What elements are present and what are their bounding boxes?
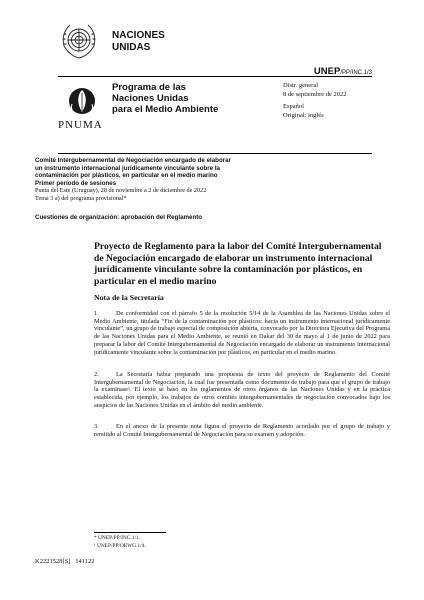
distribution-type: Distr. general [283,82,319,89]
paragraph-number: 1. [94,310,99,317]
document-symbol-main: UNEP [313,66,341,77]
un-emblem-icon [58,20,100,62]
footnote-separator [94,532,166,533]
paragraph-3 [94,423,390,438]
paragraph-number: 3. [94,423,99,430]
distribution-block [283,82,347,120]
document-symbol-rest: /PP/INC.1/3 [340,70,372,76]
footnote-2: ¹ UNEP/PP/OEWG.1/4. [94,543,146,549]
un-name [112,30,165,54]
program-name-line1: Programa de las [112,82,186,93]
committee-line1: Comité Intergubernamental de Negociación encargado de elaborar [35,157,231,164]
paragraph-text: La Secretaría había preparado una propuesta de texto del proyecto de Reglamento del Comité Intergubernamental de Negociación, la cual fue presentada como documento de trabajo para que el grupo de trabajo la examinase¹. El texto se basó en los reglamentos de otros órganos de las Naciones Unidas y en la práctica establecida, por ejemplo, los trabajos de otros comités intergubernamentales de negociación convocados bajo los auspicios de las Naciones Unidas en el ámbito del medio ambiente. [94,371,390,409]
agenda-reference: Tema 3 a) del programa provisional* [35,194,127,202]
header-divider [58,153,372,154]
header-rule [58,76,372,77]
distribution-language: Español [283,103,304,110]
program-name-line3: para el Medio Ambiente [112,104,219,115]
paragraph-2 [94,371,390,410]
committee-line3: contaminación por plásticos, en particular en el medio marino [35,172,218,180]
committee-block [35,157,295,203]
agenda-item-title: Cuestiones de organización: aprobación del Reglamento [35,214,203,221]
pnuma-logo-text: PNUMA [58,119,103,131]
program-name [112,82,218,115]
distribution-original: Original: inglés [283,111,324,119]
paragraph-1 [94,310,390,356]
paragraph-text: En el anexo de la presente nota figura el proyecto de Reglamento acordado por el grupo de trabajo y remitido al Comité Intergubernamental de Negociación para su examen y adopción. [94,423,390,438]
paragraph-number: 2. [94,371,99,378]
job-number: K2221528[S] 141122 [35,558,95,565]
committee-line2: un instrumento internacional jurídicamente vinculante sobre la [35,164,220,172]
un-name-line1: NACIONES [112,30,165,41]
document-title: Proyecto de Reglamento para la labor del Comité Intergubernamental de Negociación encargado de elaborar un instrumento internacional jurídicamente vinculante sobre la contaminación por plásticos, en particular en el medio marino [94,241,382,287]
session-name: Primer período de sesiones [35,179,117,187]
footnote-1: * UNEP/PP/INC.1/1. [94,535,140,541]
un-name-line2: UNIDAS [112,42,151,53]
paragraph-text: De conformidad con el párrafo 5 de la resolución 5/14 de la Asamblea de las Naciones Unidas sobre el Medio Ambiente, titulada “Fin de la contaminación por plásticos: hacia un instrumento internacional jurídicamente vinculante”, un grupo de trabajo especial de composición abierta, convocado por la Directora Ejecutiva del Programa de las Naciones Unidas para el Medio Ambiente, se reunió en Dakar del 30 de mayo al 1 de junio de 2022 para preparar la labor del Comité Intergubernamental de Negociación encargado de elaborar un instrumento internacional jurídicamente vinculante sobre la contaminación por plásticos, en particular en el medio marino. [94,310,390,356]
program-name-line2: Naciones Unidas [112,93,189,104]
session-location: Punta del Este (Uruguay), 28 de noviembre a 2 de diciembre de 2022 [35,187,207,195]
unep-emblem-icon [64,84,100,120]
note-heading: Nota de la Secretaría [94,293,164,302]
distribution-date: 8 de septiembre de 2022 [283,90,347,98]
